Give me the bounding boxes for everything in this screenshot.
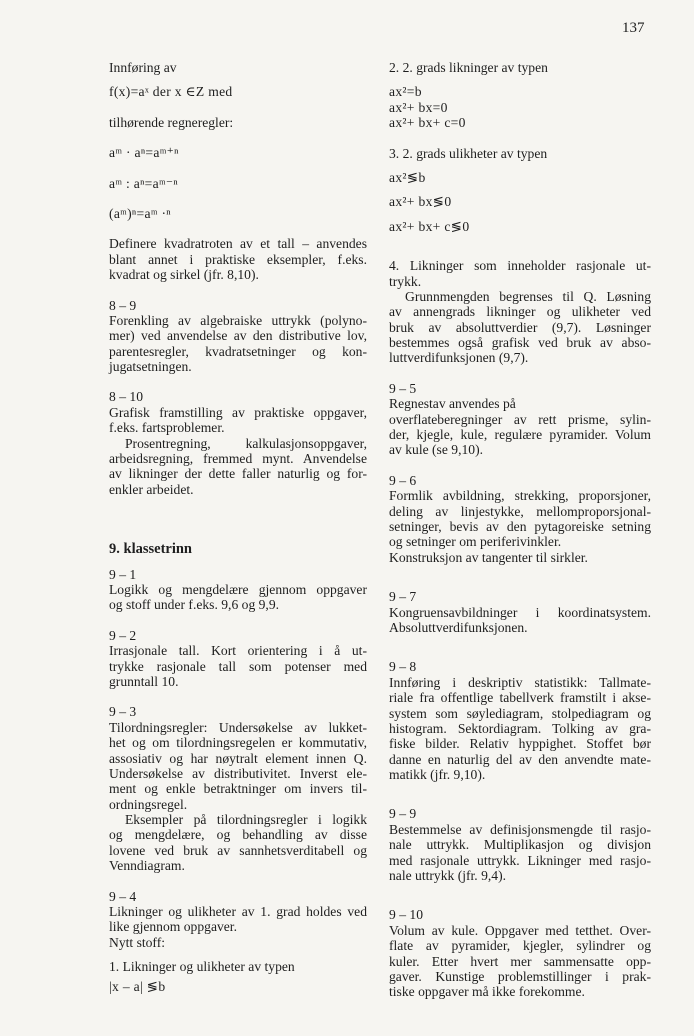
section-code: 9 – 3 bbox=[109, 704, 137, 720]
paragraph-line: danne en naturlig del av den anvendte mate- bbox=[389, 751, 651, 767]
paragraph-line: like gjennom oppgaver. bbox=[109, 919, 237, 935]
paragraph-line: f.eks. fartsproblemer. bbox=[109, 420, 225, 436]
paragraph-line: blant annet i praktiske eksempler, f.eks. bbox=[109, 251, 367, 267]
rule-formula: aᵐ : aⁿ=aᵐ⁻ⁿ bbox=[109, 175, 178, 191]
paragraph-line: mer) ved anvendelse av den distributive lov, bbox=[109, 328, 367, 344]
paragraph-line: Tilordningsregler: Undersøkelse av lukket- bbox=[109, 719, 367, 735]
paragraph-line: 4. Likninger som inneholder rasjonale ut- bbox=[389, 258, 651, 274]
paragraph-line: gaver. Kunstige problemstillinger i prak- bbox=[389, 968, 651, 984]
section-code: 9 – 4 bbox=[109, 888, 137, 904]
section-code: 9 – 10 bbox=[389, 907, 423, 923]
formula: ax²≶b bbox=[389, 169, 426, 185]
right-column bbox=[389, 60, 651, 1000]
paragraph-line: Logikk og mengdelære gjennom oppgaver bbox=[109, 581, 367, 597]
intro-line: tilhørende regneregler: bbox=[109, 114, 234, 130]
paragraph-line: Grafisk framstilling av praktiske oppgaver, bbox=[109, 404, 367, 420]
paragraph-line: Innføring i deskriptiv statistikk: Tallmate- bbox=[389, 674, 651, 690]
paragraph-line: kuler. Etter hvert mer sammensatte opp- bbox=[389, 953, 651, 969]
paragraph-line: jugatsetningen. bbox=[109, 359, 192, 375]
section-code: 9 – 5 bbox=[389, 380, 417, 396]
paragraph-line: Regnestav anvendes på bbox=[389, 396, 516, 412]
paragraph-line: histogram. Sektordiagram. Tolking av gra- bbox=[389, 720, 651, 736]
paragraph-line: luttverdifunksjonen (9,7). bbox=[389, 350, 529, 366]
intro-line: Innføring av bbox=[109, 60, 177, 75]
section-code: 9 – 7 bbox=[389, 589, 417, 605]
list-item: 3. 2. grads ulikheter av typen bbox=[389, 145, 548, 161]
paragraph-line: bestemmes også grafisk ved bruk av abso- bbox=[389, 335, 651, 351]
paragraph-line: Definere kvadratroten av et tall – anvendes bbox=[109, 236, 367, 252]
paragraph-line: het og om tilordningsregelen er kommutativ, bbox=[109, 735, 367, 751]
paragraph-line: fiske bilder. Relativ hyppighet. Stoffet bør bbox=[389, 736, 651, 752]
paragraph-line: grunntall 10. bbox=[109, 673, 179, 689]
paragraph-line: av kule (se 9,10). bbox=[389, 442, 483, 458]
paragraph-line: Formlik avbildning, strekking, proporsjoner, bbox=[389, 488, 651, 504]
paragraph-line: system som søylediagram, stolpediagram og bbox=[389, 705, 651, 721]
left-column bbox=[109, 60, 367, 994]
formula: ax²=b bbox=[389, 84, 422, 100]
formula: ax²+ bx+ c≶0 bbox=[389, 218, 470, 234]
paragraph-line: overflateberegninger av rett prisme, sylin- bbox=[389, 411, 651, 427]
paragraph-line: trykk. bbox=[389, 273, 422, 289]
paragraph-line: Volum av kule. Oppgaver med tetthet. Over- bbox=[389, 922, 651, 938]
paragraph-line: av likninger der dette faller naturlig og for- bbox=[109, 466, 367, 482]
paragraph-line: trykke rasjonale tall som potenser med bbox=[109, 658, 367, 674]
formula: ax²+ bx+ c=0 bbox=[389, 115, 466, 131]
intro-formula: f(x)=aˣ der x ∈Z med bbox=[109, 84, 233, 100]
paragraph-line: Absoluttverdifunksjonen. bbox=[389, 619, 528, 635]
paragraph-line: der, kjegle, kule, regulære pyramider. Volum bbox=[389, 427, 651, 443]
list-item: 1. Likninger og ulikheter av typen bbox=[109, 959, 295, 975]
paragraph-line: nale uttrykk. Multiplikasjon og divisjon bbox=[389, 837, 651, 853]
formula: ax²+ bx≶0 bbox=[389, 194, 452, 210]
paragraph-line: flate av pyramider, kjegler, sylindrer og bbox=[389, 938, 651, 954]
rule-formula: aᵐ · aⁿ=aᵐ⁺ⁿ bbox=[109, 145, 179, 161]
paragraph-line: deling av linjestykke, mellomproporsjonal- bbox=[389, 503, 651, 519]
paragraph-line: tiske oppgaver må ikke forekomme. bbox=[389, 984, 585, 1000]
paragraph-line: av annengrads likninger og ulikheter ved bbox=[389, 304, 651, 320]
paragraph-line: Eksempler på tilordningsregler i logikk bbox=[125, 812, 367, 828]
page-number: 137 bbox=[622, 20, 645, 36]
list-item: 2. 2. grads likninger av typen bbox=[389, 60, 548, 75]
paragraph-line: og stoff under f.eks. 9,6 og 9,9. bbox=[109, 597, 280, 613]
paragraph-line: riale fra offentlige tabellverk framstilt i akse- bbox=[389, 690, 651, 706]
paragraph-line: kvadrat og sirkel (jfr. 8,10). bbox=[109, 267, 259, 283]
section-code: 9 – 2 bbox=[109, 627, 137, 643]
paragraph-line: Forenkling av algebraiske uttrykk (polyno- bbox=[109, 312, 367, 328]
paragraph-line: Venndiagram. bbox=[109, 858, 185, 874]
paragraph-line: arbeidsregning, fremmed mynt. Anvendelse bbox=[109, 451, 367, 467]
paragraph-line: parentesregler, kvadratsetninger og kon- bbox=[109, 343, 367, 359]
paragraph-line: ment og enkle betraktninger om invers til- bbox=[109, 781, 367, 797]
rule-formula: (aᵐ)ⁿ=aᵐ ·ⁿ bbox=[109, 205, 171, 221]
paragraph-line: med rasjonale uttrykk. Likninger med rasjo- bbox=[389, 852, 651, 868]
section-code: 9 – 9 bbox=[389, 806, 417, 822]
section-code: 8 – 9 bbox=[109, 297, 137, 313]
paragraph-line: Prosentregning, kalkulasjonsoppgaver, bbox=[125, 435, 367, 451]
paragraph-line: Likninger og ulikheter av 1. grad holdes ved bbox=[109, 904, 367, 920]
paragraph-line: og setninger om periferivinkler. bbox=[389, 534, 562, 550]
paragraph-line: nale uttrykk (jfr. 9,4). bbox=[389, 868, 507, 884]
paragraph-line: Kongruensavbildninger i koordinatsystem. bbox=[389, 604, 651, 620]
paragraph-line: bruk av absoluttverdier (9,7). Løsninger bbox=[389, 319, 651, 335]
paragraph-line: matikk (jfr. 9,10). bbox=[389, 767, 486, 783]
paragraph-line: Grunnmengden begrenses til Q. Løsning bbox=[405, 288, 651, 304]
paragraph-line: setninger, bevis av den pytagoreiske setning bbox=[389, 518, 651, 534]
section-code: 9 – 8 bbox=[389, 659, 417, 675]
formula: ax²+ bx=0 bbox=[389, 99, 448, 115]
section-code: 9 – 1 bbox=[109, 566, 137, 582]
formula: |x – a| ≶b bbox=[109, 978, 166, 994]
paragraph-line: Nytt stoff: bbox=[109, 934, 166, 950]
paragraph-line: Konstruksjon av tangenter til sirkler. bbox=[389, 549, 588, 565]
paragraph-line: ordningsregel. bbox=[109, 796, 188, 812]
paragraph-line: enkler arbeidet. bbox=[109, 481, 194, 497]
paragraph-line: Undersøkelse av distributivitet. Inverst ele- bbox=[109, 765, 367, 781]
section-heading: 9. klassetrinn bbox=[109, 541, 192, 558]
paragraph-line: og mengdelære, og behandling av disse bbox=[109, 827, 367, 843]
section-code: 8 – 10 bbox=[109, 389, 143, 405]
paragraph-line: lovene ved bruk av sannhetsverditabell og bbox=[109, 842, 367, 858]
paragraph-line: Irrasjonale tall. Kort orientering i å ut- bbox=[109, 643, 367, 659]
paragraph-line: Bestemmelse av definisjonsmengde til rasjo- bbox=[389, 821, 651, 837]
section-code: 9 – 6 bbox=[389, 472, 417, 488]
paragraph-line: assosiativ og har nøytralt element innen Q. bbox=[109, 750, 367, 766]
